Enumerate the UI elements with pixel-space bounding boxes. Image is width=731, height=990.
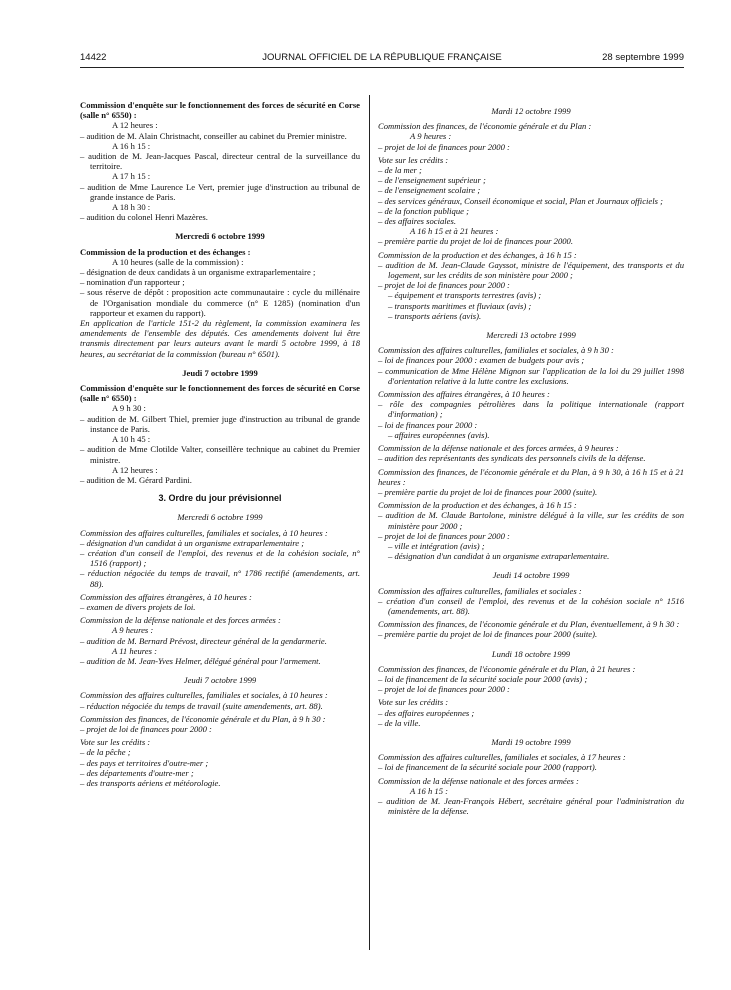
agenda-item: – projet de loi de finances pour 2000 : bbox=[378, 141, 510, 152]
agenda-item: – projet de loi de finances pour 2000 : bbox=[378, 530, 510, 541]
agenda-item: – loi de finances pour 2000 : examen de budgets pour avis ; bbox=[378, 355, 585, 366]
committee-heading: Commission des finances, de l'économie générale et du Plan, à 9 h 30, à 16 h 15 et à 21 heures : bbox=[378, 466, 684, 487]
time-slot: A 9 heures : bbox=[410, 131, 452, 142]
committee-heading: Commission de la défense nationale et des forces armées, à 9 heures : bbox=[378, 443, 619, 454]
committee-heading: Commission des affaires étrangères, à 10 heures : bbox=[378, 389, 550, 400]
agenda-item: – audition de Mme Clotilde Valter, conseillère technique au cabinet du Premier ministre. bbox=[80, 444, 360, 465]
agenda-item: – loi de financement de la sécurité sociale pour 2000 (avis) ; bbox=[378, 673, 588, 684]
agenda-item: – audition des représentants des syndicats des personnels civils de la défense. bbox=[378, 453, 646, 464]
journal-title: JOURNAL OFFICIEL DE LA RÉPUBLIQUE FRANÇAISE bbox=[262, 52, 502, 63]
date-heading: Lundi 18 octobre 1999 bbox=[491, 648, 571, 659]
agenda-item: – de la mer ; bbox=[378, 165, 422, 176]
agenda-item: – de l'enseignement supérieur ; bbox=[378, 175, 486, 186]
agenda-item: – audition de M. Claude Bartolone, ministre délégué à la ville, sur les crédits de son ministère pour 2000 ; bbox=[378, 510, 684, 531]
committee-heading: Commission des affaires culturelles, familiales et sociales, à 17 heures : bbox=[378, 752, 626, 763]
page-header bbox=[80, 52, 684, 64]
date-heading: Mardi 19 octobre 1999 bbox=[491, 736, 571, 747]
time-slot: A 12 heures : bbox=[112, 120, 158, 131]
agenda-subitem: – transports maritimes et fluviaux (avis) ; bbox=[388, 300, 532, 311]
agenda-subitem: – transports aériens (avis). bbox=[388, 310, 482, 321]
time-slot: A 18 h 30 : bbox=[112, 202, 151, 213]
agenda-subitem: – ville et intégration (avis) ; bbox=[388, 540, 485, 551]
right-column bbox=[378, 97, 684, 816]
committee-heading: Commission des affaires étrangères, à 10 heures : bbox=[80, 591, 252, 602]
agenda-item: – nomination d'un rapporteur ; bbox=[80, 277, 185, 288]
issue-date: 28 septembre 1999 bbox=[602, 52, 684, 63]
agenda-item: – désignation de deux candidats à un organisme extraparlementaire ; bbox=[80, 267, 316, 278]
agenda-subitem: – équipement et transports terrestres (avis) ; bbox=[388, 290, 542, 301]
agenda-item: – réduction négociée du temps de travail (suite amendements, art. 88). bbox=[80, 700, 323, 711]
agenda-item: – des affaires européennes ; bbox=[378, 707, 475, 718]
committee-heading: Commission des finances, de l'économie générale et du Plan, à 21 heures : bbox=[378, 663, 636, 674]
agenda-subitem: – désignation d'un candidat à un organisme extraparlementaire. bbox=[388, 551, 610, 562]
time-slot: A 9 h 30 : bbox=[112, 403, 146, 414]
agenda-item: – des départements d'outre-mer ; bbox=[80, 767, 194, 778]
agenda-item: – audition de M. Alain Christnacht, conseiller au cabinet du Premier ministre. bbox=[80, 130, 347, 141]
committee-heading: Commission de la production et des échanges : bbox=[80, 246, 251, 257]
date-heading: Jeudi 14 octobre 1999 bbox=[492, 570, 570, 581]
committee-heading: Commission de la production et des échanges, à 16 h 15 : bbox=[378, 249, 577, 260]
agenda-item: – sous réserve de dépôt : proposition acte communautaire : cycle du millénaire de l'Organisation mondiale du commerce (n° E 1285) (nomination d'un rapporteur et examen du rapport). bbox=[80, 287, 360, 318]
time-slot: A 11 heures : bbox=[112, 645, 157, 656]
agenda-item: – projet de loi de finances pour 2000 : bbox=[378, 280, 510, 291]
time-slot: A 9 heures : bbox=[112, 625, 154, 636]
agenda-item: – communication de Mme Hélène Mignon sur l'application de la loi du 29 juillet 1998 d'orientation relative à la lutte contre les exclusions. bbox=[378, 365, 684, 386]
agenda-item: – première partie du projet de loi de finances pour 2000 (suite). bbox=[378, 629, 598, 640]
committee-heading: Commission des finances, de l'économie générale et du Plan, à 9 h 30 : bbox=[80, 713, 326, 724]
agenda-item: – audition de Mme Laurence Le Vert, premier juge d'instruction au tribunal de grande instance de Paris. bbox=[80, 181, 360, 202]
agenda-item: – audition de M. Gérard Pardini. bbox=[80, 474, 192, 485]
agenda-item: – projet de loi de finances pour 2000 : bbox=[80, 723, 212, 734]
procedure-note: En application de l'article 151-2 du règlement, la commission examinera les amendements de l'ensemble des députés. Ces amendements doivent lui être transmis directement par leurs auteurs avant le mardi 5 octobre 1999, à 18 heures, au secrétariat de la commission (bureau n° 6501). bbox=[80, 318, 360, 359]
time-slot: A 16 h 15 : bbox=[410, 785, 449, 796]
date-heading: Mercredi 13 octobre 1999 bbox=[486, 330, 576, 341]
agenda-item: – de la fonction publique ; bbox=[378, 205, 469, 216]
committee-heading: Commission des finances, de l'économie générale et du Plan : bbox=[378, 121, 592, 132]
agenda-item: – audition de M. Bernard Prévost, directeur général de la gendarmerie. bbox=[80, 635, 327, 646]
agenda-item: – de l'enseignement scolaire ; bbox=[378, 185, 481, 196]
date-heading: Mercredi 6 octobre 1999 bbox=[175, 231, 265, 242]
committee-heading: Commission d'enquête sur le fonctionnement des forces de sécurité en Corse (salle n° 6550) : bbox=[80, 100, 360, 121]
date-heading: Jeudi 7 octobre 1999 bbox=[182, 367, 258, 378]
date-heading: Mercredi 6 octobre 1999 bbox=[177, 512, 263, 523]
agenda-item: – examen de divers projets de loi. bbox=[80, 601, 196, 612]
committee-heading: Commission des affaires culturelles, familiales et sociales : bbox=[378, 585, 582, 596]
agenda-item: – audition de M. Jean-Jacques Pascal, directeur central de la surveillance du territoire. bbox=[80, 151, 360, 172]
agenda-item: – audition du colonel Henri Mazères. bbox=[80, 212, 208, 223]
agenda-item: – rôle des compagnies pétrolières dans la politique internationale (rapport d'information) ; bbox=[378, 399, 684, 420]
committee-heading: Commission des affaires culturelles, familiales et sociales, à 9 h 30 : bbox=[378, 345, 614, 356]
agenda-item: – projet de loi de finances pour 2000 : bbox=[378, 684, 510, 695]
time-slot: A 10 heures (salle de la commission) : bbox=[112, 256, 244, 267]
left-column bbox=[80, 97, 360, 788]
agenda-item: – création d'un conseil de l'emploi, des revenus et de la cohésion sociale n° 1516 (amendements, art. 88). bbox=[378, 595, 684, 616]
agenda-item: – audition de M. Jean-Yves Helmer, délégué général pour l'armement. bbox=[80, 655, 321, 666]
committee-heading: Vote sur les crédits : bbox=[80, 737, 151, 748]
agenda-item: – audition de M. Jean-François Hébert, secrétaire général pour l'administration du ministère de la défense. bbox=[378, 795, 684, 817]
agenda-item: – réduction négociée du temps de travail, n° 1786 rectifié (amendements, art. 88). bbox=[80, 568, 360, 589]
agenda-item: – loi de financement de la sécurité sociale pour 2000 (rapport). bbox=[378, 762, 597, 773]
agenda-item: – désignation d'un candidat à un organisme extraparlementaire ; bbox=[80, 537, 305, 548]
agenda-item: – première partie du projet de loi de finances pour 2000. bbox=[378, 236, 573, 247]
agenda-item: – première partie du projet de loi de finances pour 2000 (suite). bbox=[378, 486, 598, 497]
date-heading: Mardi 12 octobre 1999 bbox=[491, 106, 571, 116]
agenda-item: – de la pêche ; bbox=[80, 747, 131, 758]
committee-heading: Commission de la défense nationale et des forces armées : bbox=[378, 775, 579, 786]
time-slot: A 17 h 15 : bbox=[112, 171, 151, 182]
committee-heading: Vote sur les crédits : bbox=[378, 697, 449, 708]
date-heading: Jeudi 7 octobre 1999 bbox=[183, 675, 257, 686]
agenda-item: – loi de finances pour 2000 : bbox=[378, 419, 478, 430]
agenda-item: – des pays et territoires d'outre-mer ; bbox=[80, 757, 209, 768]
committee-heading: Commission de la défense nationale et des forces armées : bbox=[80, 615, 281, 626]
column-divider bbox=[369, 95, 370, 950]
agenda-item: – audition de M. Gilbert Thiel, premier juge d'instruction au tribunal de grande instance de Paris. bbox=[80, 413, 360, 434]
time-slot: A 16 h 15 : bbox=[112, 140, 151, 151]
committee-heading: Vote sur les crédits : bbox=[378, 154, 449, 165]
agenda-item: – audition de M. Jean-Claude Gayssot, ministre de l'équipement, des transports et du logement, sur les crédits de son ministère pour 2000 ; bbox=[378, 259, 684, 281]
agenda-item: – des transports aériens et météorologie. bbox=[80, 777, 221, 788]
time-slot: A 16 h 15 et à 21 heures : bbox=[410, 226, 499, 237]
committee-heading: Commission de la production et des échanges, à 16 h 15 : bbox=[378, 500, 577, 511]
agenda-item: – de la ville. bbox=[378, 717, 421, 728]
agenda-subitem: – affaires européennes (avis). bbox=[388, 429, 490, 440]
committee-heading: Commission d'enquête sur le fonctionnement des forces de sécurité en Corse (salle n° 6550) : bbox=[80, 383, 360, 404]
committee-heading: Commission des finances, de l'économie générale et du Plan, éventuellement, à 9 h 30 : bbox=[378, 619, 680, 630]
agenda-item: – création d'un conseil de l'emploi, des revenus et de la cohésion sociale, n° 1516 (rapport) ; bbox=[80, 547, 360, 569]
agenda-item: – des affaires sociales. bbox=[378, 216, 456, 227]
agenda-item: – des services généraux, Conseil économique et social, Plan et Journaux officiels ; bbox=[378, 195, 663, 206]
committee-heading: Commission des affaires culturelles, familiales et sociales, à 10 heures : bbox=[80, 690, 328, 701]
header-rule bbox=[80, 67, 684, 68]
committee-heading: Commission des affaires culturelles, familiales et sociales, à 10 heures : bbox=[80, 527, 328, 538]
page-number: 14422 bbox=[80, 52, 107, 63]
time-slot: A 12 heures : bbox=[112, 464, 158, 475]
time-slot: A 10 h 45 : bbox=[112, 434, 151, 445]
section-title: 3. Ordre du jour prévisionnel bbox=[158, 493, 282, 504]
